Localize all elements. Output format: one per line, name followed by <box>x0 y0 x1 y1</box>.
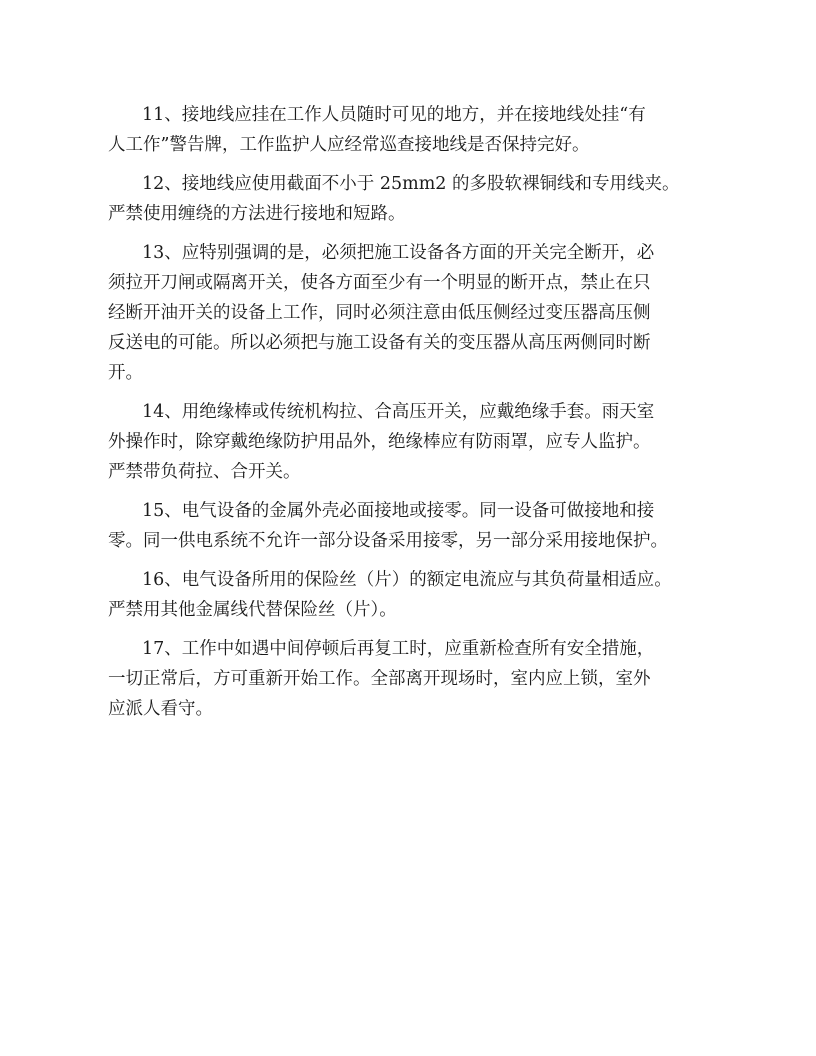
text-line: 11、接地线应挂在工作人员随时可见的地方，并在接地线处挂“有 <box>142 105 646 125</box>
text-line: 外操作时，除穿戴绝缘防护用品外，绝缘棒应有防雨罩，应专人监护。 <box>108 432 651 452</box>
text-line: 零。同一供电系统不允许一部分设备采用接零，另一部分采用接地保护。 <box>108 531 668 551</box>
text-line: 16、电气设备所用的保险丝（片）的额定电流应与其负荷量相适应。 <box>142 570 672 590</box>
text-line: 应派人看守。 <box>108 699 213 719</box>
text-line: 17、工作中如遇中间停顿后再复工时，应重新检查所有安全措施， <box>142 639 655 659</box>
paragraph-17 <box>108 634 720 724</box>
paragraph-14 <box>108 397 720 487</box>
paragraph-15 <box>108 496 720 556</box>
text-line: 经断开油开关的设备上工作，同时必须注意由低压侧经过变压器高压侧 <box>108 303 651 323</box>
text-line: 须拉开刀闸或隔离开关，使各方面至少有一个明显的断开点，禁止在只 <box>108 273 651 293</box>
text-line: 一切正常后，方可重新开始工作。全部离开现场时，室内应上锁，室外 <box>108 669 651 689</box>
paragraph-12 <box>108 169 720 229</box>
paragraph-13 <box>108 238 720 388</box>
text-line: 14、用绝缘棒或传统机构拉、合高压开关，应戴绝缘手套。雨天室 <box>142 402 655 422</box>
text-line: 15、电气设备的金属外壳必面接地或接零。同一设备可做接地和接 <box>142 501 655 521</box>
text-line: 严禁用其他金属线代替保险丝（片）。 <box>108 600 397 620</box>
text-line: 开。 <box>108 363 143 383</box>
text-line: 人工作”警告牌，工作监护人应经常巡查接地线是否保持完好。 <box>108 135 590 155</box>
text-line: 12、接地线应使用截面不小于 25mm2 的多股软裸铜线和专用线夹。 <box>142 174 680 194</box>
paragraph-16 <box>108 565 720 625</box>
paragraph-11 <box>108 100 720 160</box>
text-line: 13、应特别强调的是，必须把施工设备各方面的开关完全断开，必 <box>142 243 655 263</box>
document-body <box>108 100 720 733</box>
text-line: 反送电的可能。所以必须把与施工设备有关的变压器从高压两侧同时断 <box>108 333 651 353</box>
text-line: 严禁使用缠绕的方法进行接地和短路。 <box>108 204 406 224</box>
text-line: 严禁带负荷拉、合开关。 <box>108 462 301 482</box>
